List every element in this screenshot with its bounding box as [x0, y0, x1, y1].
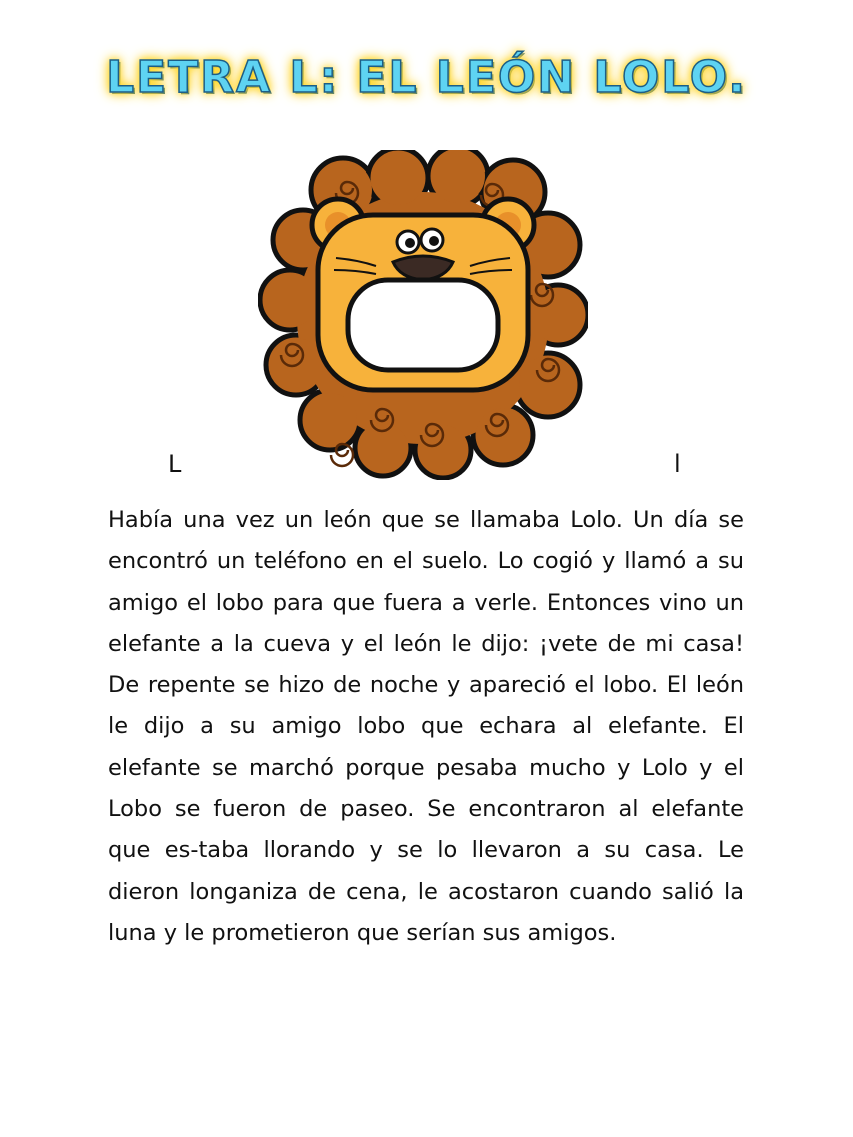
lowercase-letter: l — [674, 450, 681, 478]
uppercase-letter: L — [168, 450, 182, 478]
story-paragraph: Había una vez un león que se llamaba Lolo. Un día se encontró un teléfono en el suelo. Lo cogió y llamó a su amigo el lobo para que fuera a verle. Entonces vino un elefante a la cueva y el león le dijo: ¡vete de mi casa! De repente se hizo de noche y apareció el lobo. El león le dijo a su amigo lobo que echara al elefante. El elefante se marchó porque pesaba mucho y Lolo y el Lobo se fueron de paseo. Se encontraron al elefante que es-taba llorando y se lo llevaron a su casa. Le dieron longaniza de cena, le acostaron cuando salió la luna y le prometieron que serían sus amigos. — [108, 507, 744, 946]
page-title: LETRA L: EL LEÓN LOLO. — [106, 52, 747, 103]
lion-face-icon — [258, 150, 588, 480]
lion-mouth — [348, 280, 498, 370]
